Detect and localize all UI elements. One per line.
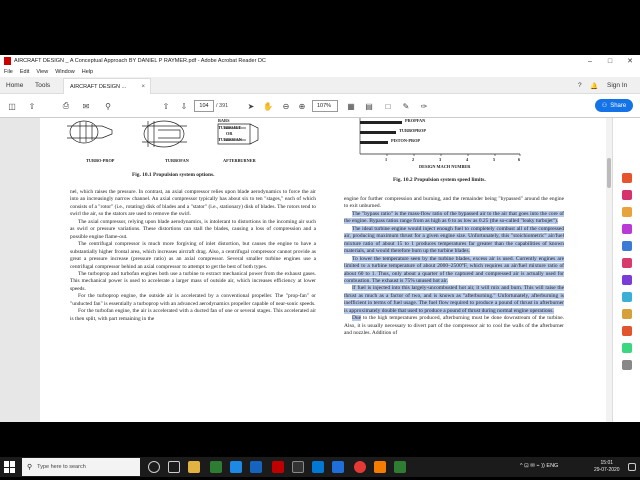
create-pdf-icon[interactable] bbox=[622, 173, 632, 183]
page-total: / 391 bbox=[216, 103, 229, 109]
right-text-column bbox=[344, 196, 564, 338]
x-tick-6: 6 bbox=[518, 157, 521, 162]
close-tab-icon[interactable]: × bbox=[141, 83, 145, 90]
chrome-icon[interactable] bbox=[354, 461, 366, 473]
fig-label-turbofan-option: TURBOFAN bbox=[218, 137, 242, 142]
fig-label-turbofan: TURBOFAN bbox=[165, 158, 189, 163]
settings-icon[interactable] bbox=[622, 360, 632, 370]
comment-icon[interactable]: □ bbox=[385, 101, 391, 111]
highlighted-text: To lower the temperature seen by the turbine blades, excess air is used. Currently engines are limited to a turbine temperature of about 2000–2500°F, which requires an air/fuel mixture ratio of about 60 to 1. Thus, only about a quarter of the captured and compressed air is actually used for combustion. The exhaust is 75% unused hot air. bbox=[344, 255, 564, 284]
sign-icon[interactable]: ✑ bbox=[420, 101, 428, 111]
app-icon[interactable] bbox=[292, 461, 304, 473]
x-tick-2: 2 bbox=[412, 157, 415, 162]
menu-file[interactable]: File bbox=[4, 69, 13, 75]
search-icon[interactable]: ⚲ bbox=[105, 101, 111, 111]
paragraph: The turboprop and turbofan engines both use a turbine to extract mechanical power from the exhaust gases. This mechanical power is used to accelerate a larger mass of outside air, which increases efficiency at lower speeds. bbox=[70, 270, 316, 292]
system-tray[interactable]: ^ ⊡ ✉ ⌁ )) ENG bbox=[520, 463, 559, 469]
minimize-button[interactable]: – bbox=[588, 57, 592, 65]
paragraph: The centrifugal compressor is much more forgiving of inlet distortion, but causes the engine to have a substantially higher frontal area, which increases aircraft drag. Also, a centrifugal compressor cannot provide as great a pressure increase (pressure ratio) as an axial compressor. Several smaller turbine engines use a centrifugal compressor behind an axial compressor to attempt to get the best of both types. bbox=[70, 241, 316, 270]
taskbar-clock[interactable] bbox=[594, 460, 620, 474]
menu-view[interactable]: View bbox=[36, 69, 49, 75]
document-area[interactable] bbox=[0, 118, 612, 422]
send-for-signature-icon[interactable] bbox=[622, 275, 632, 285]
next-page-icon[interactable]: ⇩ bbox=[180, 101, 188, 111]
bell-icon[interactable]: 🔔 bbox=[590, 82, 599, 90]
protect-icon[interactable] bbox=[622, 326, 632, 336]
windows-start-icon[interactable] bbox=[4, 461, 16, 473]
page-number-input[interactable]: 104 bbox=[194, 100, 214, 112]
menu-help[interactable]: Help bbox=[81, 69, 94, 75]
scan-ocr-icon[interactable] bbox=[622, 309, 632, 319]
organize-pages-icon[interactable] bbox=[622, 224, 632, 234]
paragraph: For the turboprop engine, the outside air is accelerated by a conventional propeller. The "prop-fan" or "unducted fan" is essentially a turboprop with an advanced aerodynamics propeller capable of near-sonic speeds. bbox=[70, 293, 316, 307]
cortana-icon[interactable] bbox=[148, 461, 160, 473]
edge-icon[interactable] bbox=[230, 461, 242, 473]
fig-label-or: OR bbox=[226, 131, 233, 136]
print-icon[interactable]: ⎙ bbox=[62, 101, 70, 110]
share-icon: ⚇ bbox=[601, 103, 608, 109]
scrollbar-thumb[interactable] bbox=[607, 158, 611, 188]
x-tick-1: 1 bbox=[385, 157, 388, 162]
zoom-out-icon[interactable]: ⊖ bbox=[282, 101, 290, 111]
menu-bar bbox=[0, 67, 100, 77]
paragraph: nel, which raises the pressure. In contrast, an axial compressor relies upon blade aerodynamics to force the air into an increasingly narrow channel. An axial compressor typically has about six to ten "stages," each of which consists of a "rotor" (i.e., rotating) disk of blades and a "stator" (i.e., stationary) disk of blades. The rotors tend to swirl the air, so the stators are used to remove the swirl. bbox=[70, 189, 316, 218]
fig-label-turbo-prop: TURBO-PROP bbox=[86, 158, 115, 163]
highlighted-text: If fuel is injected into this largely-uncombusted hot air, it will mix and burn. This will raise the thrust as much as a factor of two, and is known as "afterburning." Unfortunately, afterburning is inefficient in terms of fuel usage. The fuel flow required to produce a pound of thrust in afterburner is approximately double that used to produce a pound of thrust during normal engine operations. bbox=[344, 285, 564, 314]
tab-document[interactable] bbox=[63, 78, 151, 94]
mail-icon[interactable]: ✉ bbox=[82, 101, 90, 111]
scroll-mode-icon[interactable]: ▤ bbox=[365, 101, 373, 111]
menu-edit[interactable]: Edit bbox=[19, 69, 30, 75]
acrobat-taskbar-icon[interactable] bbox=[272, 461, 284, 473]
paragraph-rest: to the high temperatures produced, afterburning must be done downstream of the turbine. Also, it is usually necessary to divert part of the compressor air to cool the walls of the afterburner and nozzles. Addition of bbox=[344, 315, 564, 337]
search-icon: ⚲ bbox=[27, 464, 33, 471]
series-turboprop: TURBOPROP bbox=[399, 128, 426, 133]
paragraph: engine for further compression and burning, and the remainder being "bypassed" around the engine to exit unburned. bbox=[344, 196, 564, 210]
acrobat-app-icon bbox=[4, 57, 11, 65]
x-axis-label: DESIGN MACH NUMBER bbox=[419, 164, 471, 169]
sign-in-link[interactable]: Sign In bbox=[607, 82, 628, 89]
right-tools-panel bbox=[612, 118, 640, 422]
left-text-column bbox=[70, 189, 316, 323]
zoom-level-select[interactable]: 107% bbox=[312, 100, 338, 112]
selected-paragraph[interactable] bbox=[344, 226, 564, 256]
store-icon[interactable] bbox=[210, 461, 222, 473]
taskbar-search-box[interactable] bbox=[22, 458, 140, 476]
tab-home[interactable]: Home bbox=[6, 82, 24, 89]
mail-app-icon[interactable] bbox=[312, 461, 324, 473]
share-button[interactable] bbox=[595, 99, 633, 112]
hand-tool-icon[interactable]: ✋ bbox=[263, 101, 273, 111]
paragraph bbox=[344, 315, 564, 337]
help-icon[interactable]: ? bbox=[578, 82, 582, 89]
comment-tool-icon[interactable] bbox=[622, 207, 632, 217]
figure-10-1-caption: Fig. 10.1 Propulsion system options. bbox=[132, 172, 215, 178]
x-tick-5: 5 bbox=[493, 157, 496, 162]
fig-label-bars: BARS bbox=[218, 118, 230, 123]
excel-icon[interactable] bbox=[394, 461, 406, 473]
pdf-page bbox=[40, 118, 606, 422]
search-placeholder: Type here to search bbox=[37, 464, 86, 470]
acrobat-window bbox=[0, 55, 640, 473]
previous-page-icon[interactable]: ⇧ bbox=[162, 101, 170, 111]
tab-bar bbox=[0, 77, 640, 94]
close-window-button[interactable]: ✕ bbox=[627, 58, 633, 65]
series-piston-prop: PISTON-PROP bbox=[391, 138, 421, 143]
windows-taskbar bbox=[0, 457, 640, 477]
fill-sign-icon[interactable] bbox=[622, 258, 632, 268]
save-icon[interactable]: ◫ bbox=[8, 101, 16, 111]
toolbar bbox=[0, 94, 640, 118]
highlighted-text: The ideal turbine engine would inject enough fuel to completely combust all of the compressed air, producing maximum thrust for a given engine size. Unfortunately, this "stoichiometric" air/fuel mixture ratio of about 15 to 1 produces temperatures far greater than the capabilities of known materials, and would therefore burn up the turbine blades. bbox=[344, 225, 564, 255]
maximize-button[interactable]: □ bbox=[607, 57, 613, 65]
window-controls bbox=[580, 55, 640, 67]
fit-page-icon[interactable]: ▦ bbox=[347, 101, 355, 111]
zoom-in-icon[interactable]: ⊕ bbox=[298, 101, 306, 111]
figure-speed-limits bbox=[360, 118, 530, 178]
notifications-icon[interactable] bbox=[628, 463, 636, 471]
edit-pdf-icon[interactable] bbox=[622, 190, 632, 200]
app-icon[interactable] bbox=[332, 461, 344, 473]
menu-window[interactable]: Window bbox=[55, 69, 75, 75]
clock-time: 15:01 bbox=[600, 460, 614, 466]
paragraph: The axial compressor, relying upon blade aerodynamics, is intolerant to distortions in the incoming air such as swirl or pressure variations. These distortions can stall the blades, causing a loss of compression and a possible engine flame-out. bbox=[70, 218, 316, 240]
selected-paragraph[interactable] bbox=[344, 285, 564, 315]
more-tools-icon[interactable] bbox=[622, 343, 632, 353]
selected-paragraph[interactable] bbox=[344, 211, 564, 226]
selected-paragraph[interactable] bbox=[344, 256, 564, 286]
paragraph: For the turbofan engine, the air is accelerated with a ducted fan of one or several stages. This accelerated air is then split, with part remaining in the bbox=[70, 308, 316, 322]
highlighted-text: Due bbox=[352, 315, 362, 322]
pen-icon[interactable]: ✎ bbox=[402, 101, 410, 111]
series-propfan: PROPFAN bbox=[405, 118, 426, 123]
x-tick-4: 4 bbox=[466, 157, 469, 162]
figure-10-2-caption: Fig. 10.2 Propulsion system speed limits. bbox=[393, 177, 486, 183]
clock-date: 29-07-2020 bbox=[594, 467, 620, 473]
share-label: Share bbox=[610, 102, 627, 109]
upload-icon[interactable]: ⇧ bbox=[28, 101, 36, 111]
task-view-icon[interactable] bbox=[168, 461, 180, 473]
app-icon[interactable] bbox=[374, 461, 386, 473]
fig-label-afterburner: AFTERBURNER bbox=[223, 158, 256, 163]
file-explorer-icon[interactable] bbox=[188, 461, 200, 473]
window-title: AIRCRAFT DESIGN _ A Conceptual Approach BY DANIEL P RAYMER.pdf - Adobe Acrobat Reader DC bbox=[14, 58, 266, 64]
select-arrow-icon[interactable]: ➤ bbox=[247, 101, 255, 111]
x-tick-3: 3 bbox=[439, 157, 442, 162]
send-file-icon[interactable] bbox=[622, 292, 632, 302]
tab-tools[interactable]: Tools bbox=[35, 82, 51, 89]
document-tab-label: AIRCRAFT DESIGN ... bbox=[70, 83, 127, 90]
fig-label-turbojet: TURBOJET bbox=[218, 125, 242, 130]
export-pdf-icon[interactable] bbox=[622, 241, 632, 251]
word-icon[interactable] bbox=[250, 461, 262, 473]
title-bar bbox=[0, 55, 640, 67]
highlighted-text: The "bypass ratio" is the mass-flow ratio of the bypassed air to the air that goes into the core of the engine. Bypass ratios range from as high as 6 to as low as 0.25 (the so-called "leaky turbojet"). bbox=[344, 210, 564, 225]
